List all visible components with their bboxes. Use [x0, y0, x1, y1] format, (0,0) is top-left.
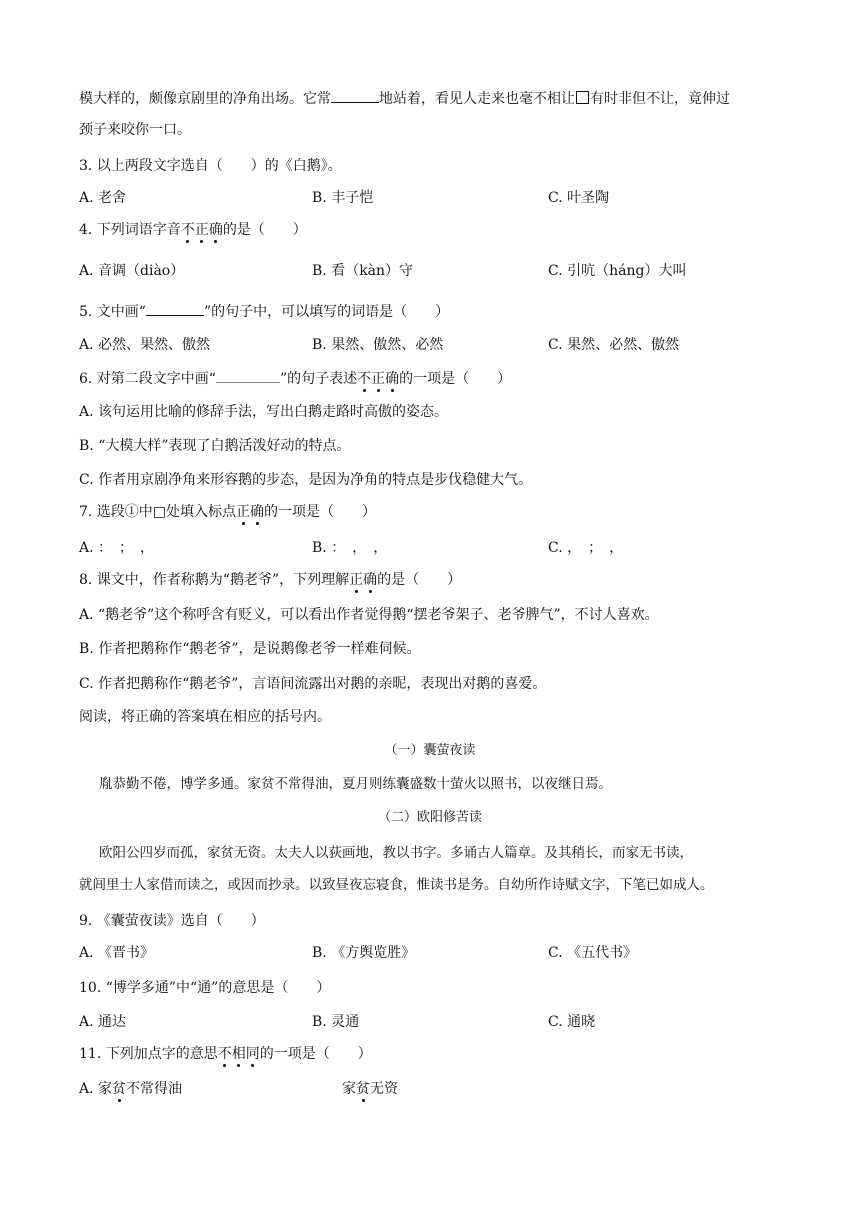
q5-option-b[interactable]: B. 果然、傲然、必然 [312, 337, 444, 353]
stem-text: 的是（ ） [377, 572, 462, 588]
question-5-stem [79, 302, 449, 321]
option-text: A. 家 [79, 1081, 113, 1097]
underline-marker [146, 302, 204, 316]
stem-text: 的一项是（ ） [264, 504, 377, 520]
question-9-stem: 9. 《囊萤夜读》选自（ ） [79, 913, 265, 929]
passage-line-1 [79, 89, 730, 108]
q9-option-a[interactable]: A. 《晋书》 [79, 945, 155, 961]
stem-text: 的一项是（ ） [259, 1046, 372, 1062]
q11-option-a[interactable] [79, 1080, 182, 1098]
dotted-char: 确 [385, 371, 400, 387]
stem-text: 8. 课文中，作者称鹅为“鹅老爷”，下列理解 [79, 572, 350, 588]
dotted-char: 贫 [356, 1081, 370, 1097]
q7-option-a[interactable]: A. ： ； ， [79, 540, 155, 556]
dotted-char: 不 [217, 1046, 232, 1062]
dotted-char: 正 [194, 222, 209, 238]
q11-option-a-compare [342, 1080, 398, 1098]
q5-option-c[interactable]: C. 果然、必然、傲然 [548, 337, 680, 353]
text-1-body: 胤恭勤不倦，博学多通。家贫不常得油，夏月则练囊盛数十萤火以照书，以夜继日焉。 [99, 776, 612, 792]
q3-option-b[interactable]: B. 丰子恺 [312, 190, 374, 206]
question-10-stem: 10. “博学多通”中“通”的意思是（ ） [79, 980, 331, 996]
option-text: 无资 [370, 1081, 398, 1097]
q8-option-b[interactable]: B. 作者把鹅称作“鹅老爷”，是说鹅像老爷一样难伺候。 [79, 641, 421, 657]
stem-text: ”的句子表述 [279, 371, 358, 387]
dotted-char: 正 [371, 371, 386, 387]
q7-option-b[interactable]: B. ： ， ， [312, 540, 388, 556]
dotted-char: 确 [208, 222, 223, 238]
q10-option-c[interactable]: C. 通晓 [548, 1014, 596, 1030]
q7-option-c[interactable]: C. ， ； ， [548, 540, 624, 556]
question-3-stem: 3. 以上两段文字选自（ ）的《白鹅》。 [79, 158, 342, 174]
underline-marker [216, 369, 280, 383]
stem-text: 的是（ ） [222, 222, 307, 238]
question-6-stem [79, 369, 511, 388]
dotted-char: 相 [231, 1046, 246, 1062]
dotted-char: 正 [236, 504, 251, 520]
q4-option-c[interactable]: C. 引吭（háng）大叫 [548, 263, 687, 279]
dotted-char: 贫 [112, 1081, 127, 1097]
fill-blank[interactable] [331, 89, 379, 103]
text-1-title: （一）囊萤夜读 [384, 743, 476, 758]
passage-text: 模大样的，颇像京剧里的净角出场。它常 [79, 91, 331, 107]
dotted-char: 确 [250, 504, 265, 520]
q8-option-a[interactable]: A. “鹅老爷”这个称呼含有贬义，可以看出作者觉得鹅“摆老爷架子、老爷脾气”，不讨人喜欢。 [79, 607, 659, 623]
question-11-stem [79, 1045, 372, 1063]
q10-option-a[interactable]: A. 通达 [79, 1014, 127, 1030]
dotted-char: 正 [349, 572, 364, 588]
q3-option-c[interactable]: C. 叶圣陶 [548, 190, 610, 206]
stem-text: 的一项是（ ） [399, 371, 512, 387]
q10-option-b[interactable]: B. 灵通 [312, 1014, 360, 1030]
dotted-char: 确 [363, 572, 378, 588]
passage-text: 有时非但不让，竟伸过 [590, 91, 730, 107]
dotted-char: 同 [245, 1046, 260, 1062]
stem-text: 4. 下列词语字音 [79, 222, 181, 238]
option-text: 不常得油 [126, 1081, 183, 1097]
dotted-char: 不 [180, 222, 195, 238]
stem-text: 5. 文中画“ [79, 304, 146, 320]
q6-option-c[interactable]: C. 作者用京剧净角来形容鹅的步态，是因为净角的特点是步伐稳健大气。 [79, 472, 533, 488]
passage-text: 地站着，看见人走来也毫不相让 [379, 91, 575, 107]
passage-line-2: 颈子来咬你一口。 [79, 122, 191, 138]
question-7-stem [79, 503, 376, 521]
question-8-stem [79, 571, 461, 589]
question-4-stem [79, 221, 307, 239]
option-text: 家 [342, 1081, 356, 1097]
q6-option-a[interactable]: A. 该句运用比喻的修辞手法，写出白鹅走路时高傲的姿态。 [79, 404, 449, 420]
dotted-char: 不 [357, 371, 372, 387]
text-2-body-line-1: 欧阳公四岁而孤，家贫无资。太夫人以荻画地，教以书字。多诵古人篇章。及其稍长，而家无书读， [99, 845, 693, 861]
q4-option-b[interactable]: B. 看（kàn）守 [312, 263, 414, 279]
punctuation-box[interactable] [576, 91, 589, 104]
q4-option-a[interactable]: A. 音调（diào） [79, 263, 185, 279]
q9-option-c[interactable]: C. 《五代书》 [548, 945, 638, 961]
q9-option-b[interactable]: B. 《方舆览胜》 [312, 945, 416, 961]
stem-text: ”的句子中，可以填写的词语是（ ） [203, 304, 450, 320]
stem-text: 7. 选段①中□处填入标点 [79, 504, 237, 520]
q8-option-c[interactable]: C. 作者把鹅称作“鹅老爷”，言语间流露出对鹅的亲昵，表现出对鹅的喜爱。 [79, 676, 547, 692]
stem-text: 6. 对第二段文字中画“ [79, 371, 216, 387]
q3-option-a[interactable]: A. 老舍 [79, 190, 127, 206]
text-2-body-line-2: 就闾里士人家借而读之，或因而抄录。以致昼夜忘寝食，惟读书是务。自幼所作诗赋文字，下笔已如成人。 [79, 877, 714, 893]
text-2-title: （二）欧阳修苦读 [377, 810, 482, 825]
q5-option-a[interactable]: A. 必然、果然、傲然 [79, 337, 211, 353]
q6-option-b[interactable]: B. “大模大样”表现了白鹅活泼好动的特点。 [79, 438, 351, 454]
reading-instruction: 阅读，将正确的答案填在相应的括号内。 [79, 709, 331, 725]
stem-text: 11. 下列加点字的意思 [79, 1046, 218, 1062]
